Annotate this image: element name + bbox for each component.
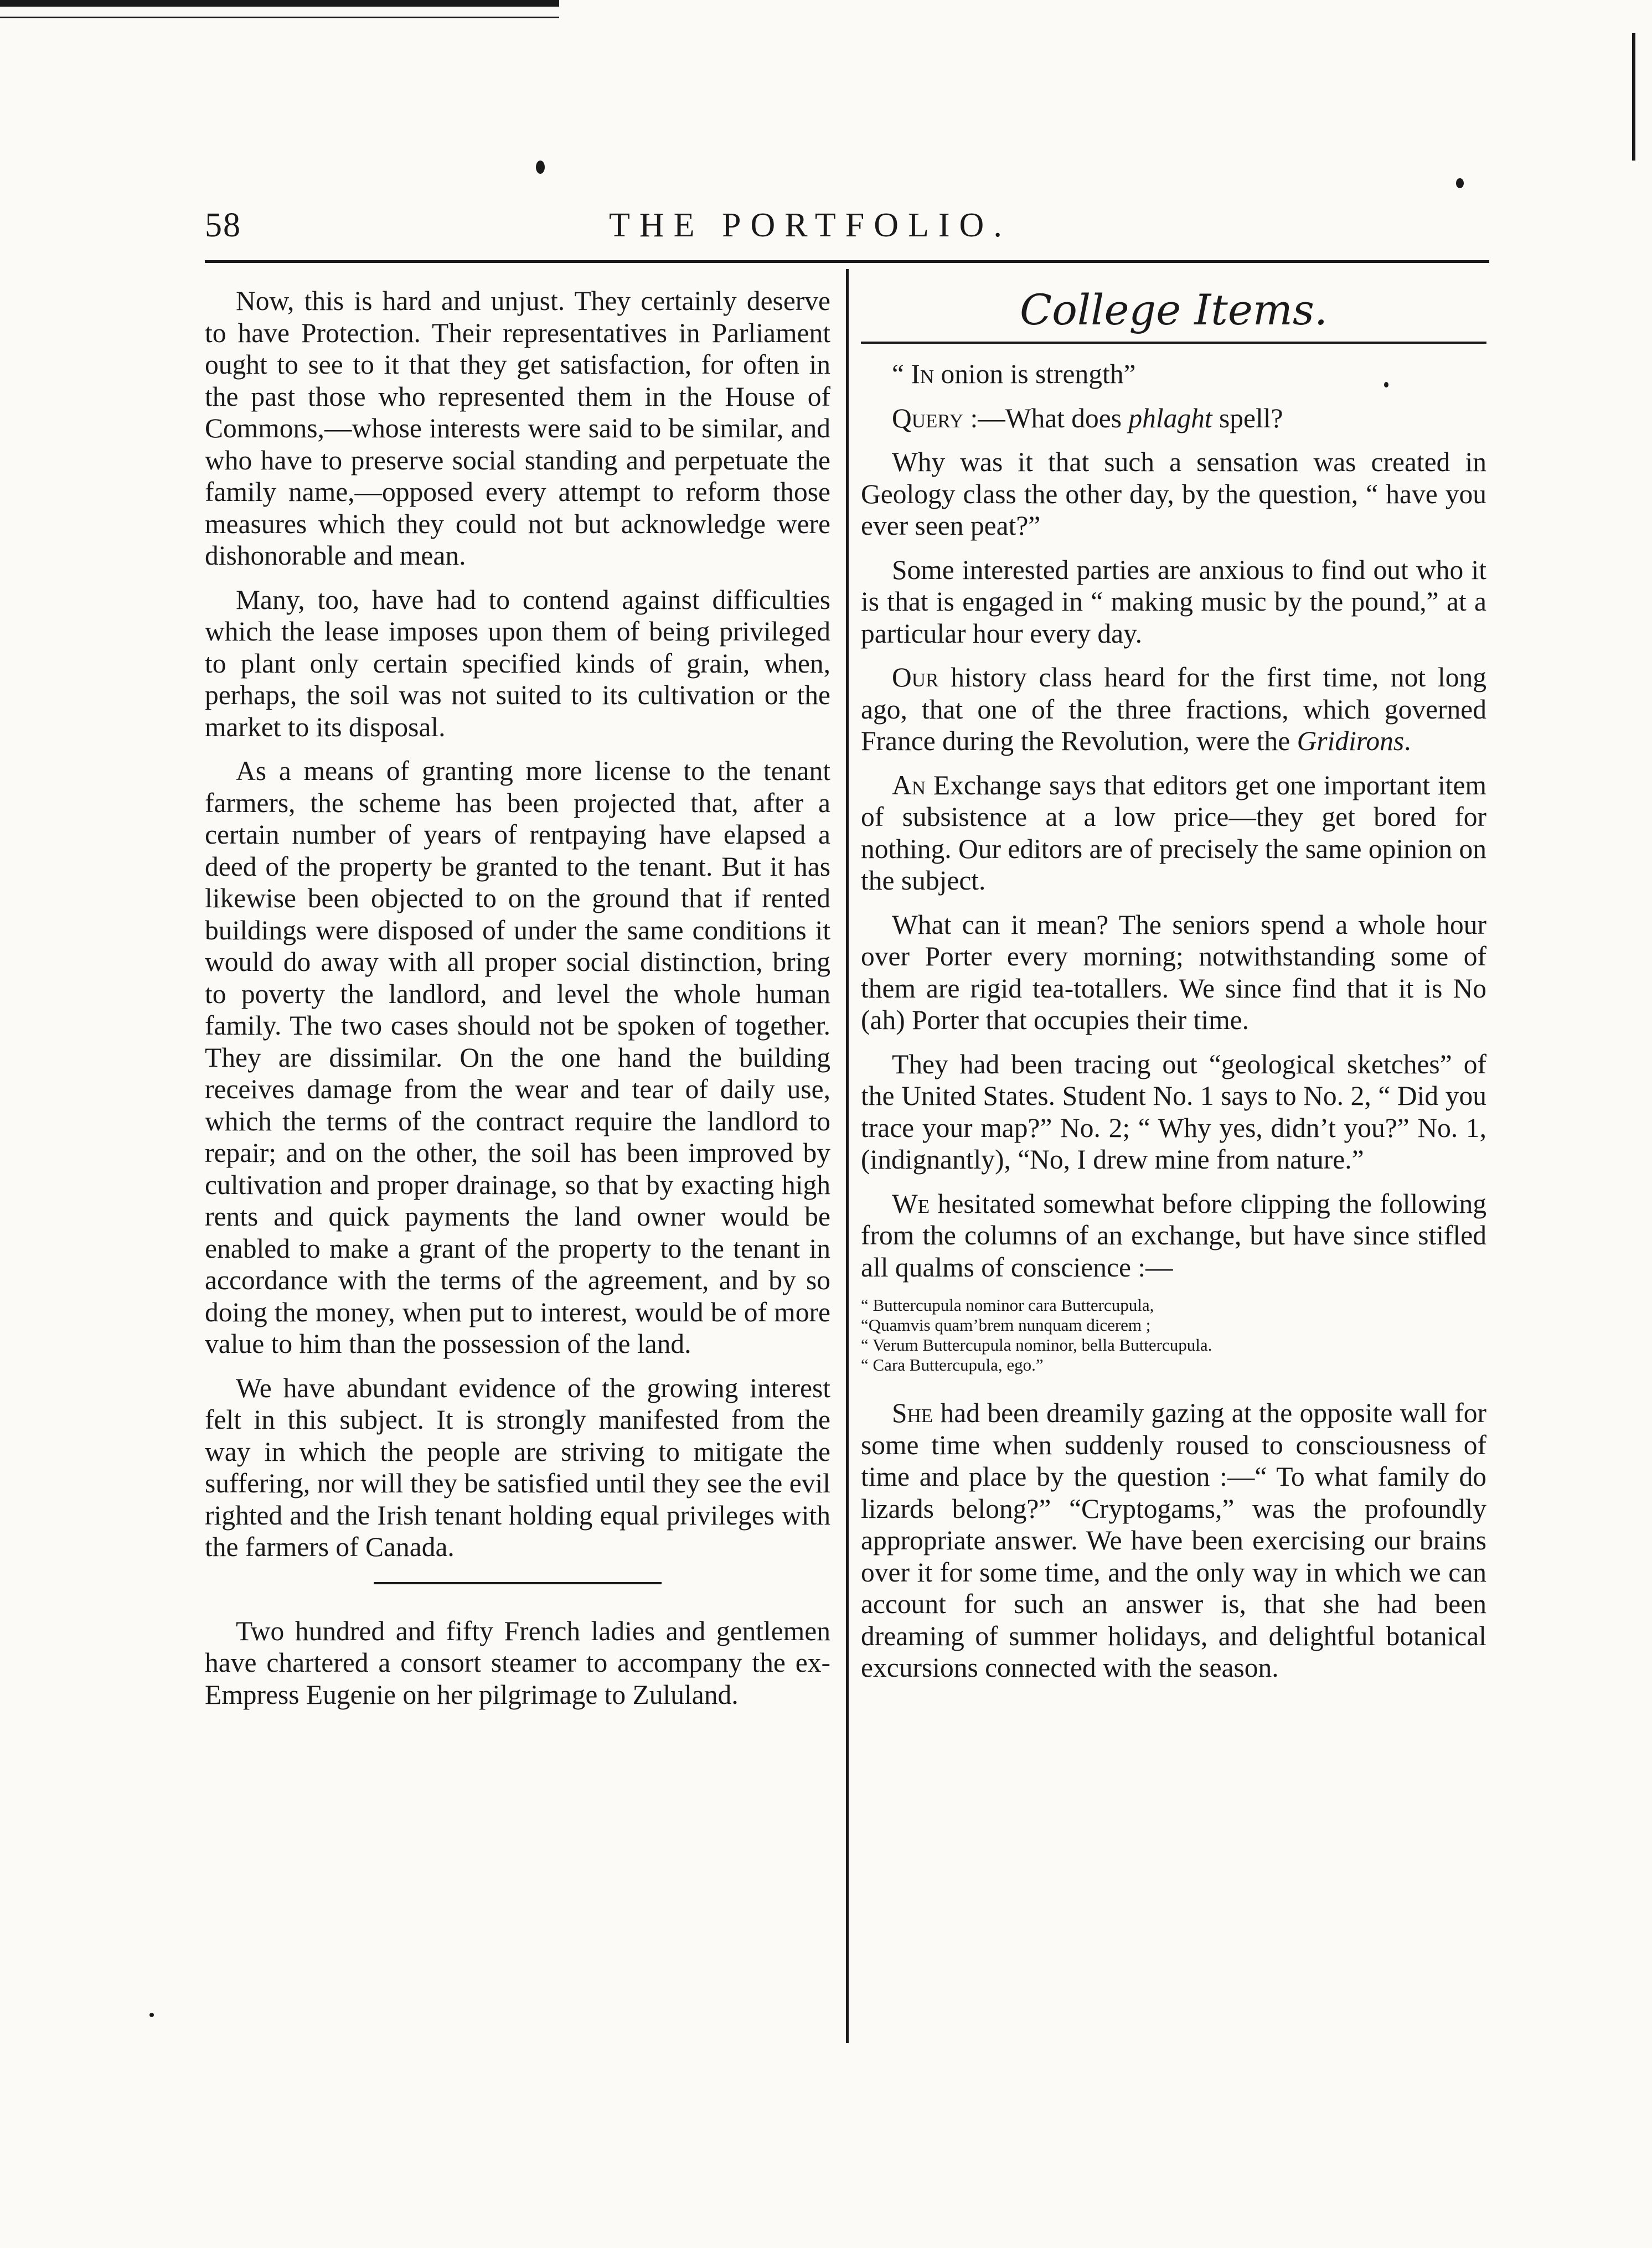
latin-verse xyxy=(861,1295,1486,1375)
page-edge-mark xyxy=(1632,33,1635,161)
left-column xyxy=(205,285,830,1723)
verse-line: “ Verum Buttercupula nominor, bella Buttercupula. xyxy=(861,1335,1212,1355)
article-separator xyxy=(374,1582,662,1584)
right-column xyxy=(861,285,1486,1696)
college-item: An Exchange says that editors get one important item of subsistence at a low price—they get bored for nothing. Our editors are of precisely the same opinion on the subject. xyxy=(861,769,1486,896)
verse-line: “ Buttercupula nominor cara Buttercupula, xyxy=(861,1295,1154,1315)
paragraph: We have abundant evidence of the growing interest felt in this subject. It is strongly manifested from the way in which the people are striving to mitigate the suffering, nor will they be satisfied until they see the evil righted and the Irish tenant holding equal privileges with the farmers of Canada. xyxy=(205,1372,830,1562)
college-item: Query :—What does phlaght spell? xyxy=(892,402,1283,433)
verse-line: “ Cara Buttercupula, ego.” xyxy=(861,1355,1044,1374)
college-item: Our history class heard for the first time, not long ago, that one of the three fractions, which governed France during the Revolution, were the Gridirons. xyxy=(861,662,1486,756)
college-item: “ In onion is strength” xyxy=(892,359,1136,389)
header-rule xyxy=(205,260,1489,263)
page-number: 58 xyxy=(205,206,241,244)
paragraph: As a means of granting more license to the tenant farmers, the scheme has been projected that, after a certain number of years of rentpaying have elapsed a deed of the property be granted to the tenant. But it has likewise been objected to on the ground that if rented buildings were disposed of under the same conditions it would do away with all proper social distinction, bring to poverty the landlord, and level the whole human family. The two cases should not be spoken of together. They are dissimilar. On the one hand the building receives damage from the wear and tear of daily use, which the terms of the contract require the landlord to repair; and on the other, the soil has been improved by cultivation and proper drainage, so that by exacting high rents and quick payments the land owner would be enabled to make a grant of the property to the tenant in accordance with the terms of the agreement, and by so doing the money, when put to interest, would be of more value to him than the possession of the land. xyxy=(205,756,830,1359)
paragraph: Now, this is hard and unjust. They certainly deserve to have Protection. Their representatives in Parliament ought to see to it that they get satisfaction, for often in the past those who represented them in the House of Commons,—whose interests were said to be similar, and who have to preserve social standing and perpetuate the family name,—opposed every attempt to reform those measures which they could not but acknowledge were dishonorable and mean. xyxy=(205,286,830,571)
top-border-rule-thin xyxy=(0,17,559,18)
ink-speck xyxy=(536,161,545,174)
college-item: We hesitated somewhat before clipping the following from the columns of an exchange, but have since stifled all qualms of conscience :— xyxy=(861,1188,1486,1283)
top-border-rule xyxy=(0,0,559,7)
paragraph-second-article: Two hundred and fifty French ladies and gentlemen have chartered a consort steamer to accompany the ex-Empress Eugenie on her pilgrimage to Zululand. xyxy=(205,1615,830,1710)
college-item: They had been tracing out “geological sketches” of the United States. Student No. 1 says to No. 2, “ Did you trace your map?” No. 2; “ Why yes, didn’t you?” No. 1, (indignantly), “No, I drew mine from nature.” xyxy=(861,1048,1486,1175)
paragraph: Many, too, have had to contend against difficulties which the lease imposes upon them of being privileged to plant only certain specified kinds of grain, when, perhaps, the soil was not suited to its cultivation or the market to its disposal. xyxy=(205,584,830,742)
ink-speck xyxy=(1456,178,1464,188)
running-title: THE PORTFOLIO. xyxy=(609,206,1011,244)
college-item: What can it mean? The seniors spend a whole hour over Porter every morning; notwithstanding some of them are rigid tea-totallers. We since find that it is No (ah) Porter that occupies their time. xyxy=(861,909,1486,1035)
college-item: Some interested parties are anxious to find out who it is that is engaged in “ making music by the pound,” at a particular hour every day. xyxy=(861,554,1486,649)
college-item: She had been dreamily gazing at the opposite wall for some time when suddenly roused to consciousness of time and place by the question :—“ To what family do lizards belong?” “Cryptogams,” was the profoundly appropriate answer. We have been exercising our brains over it for some time, and the only way in which we can account for such an answer is, that she had been dreaming of summer holidays, and delightful botanical excursions connected with the season. xyxy=(861,1398,1486,1683)
college-item: Why was it that such a sensation was created in Geology class the other day, by the question, “ have you ever seen peat?” xyxy=(861,447,1486,541)
verse-line: “Quamvis quam’brem nunquam dicerem ; xyxy=(861,1315,1151,1335)
section-heading: College Items. xyxy=(1019,285,1328,334)
section-heading-rule xyxy=(861,342,1486,344)
ink-speck xyxy=(149,2013,154,2017)
column-divider xyxy=(846,269,849,2043)
